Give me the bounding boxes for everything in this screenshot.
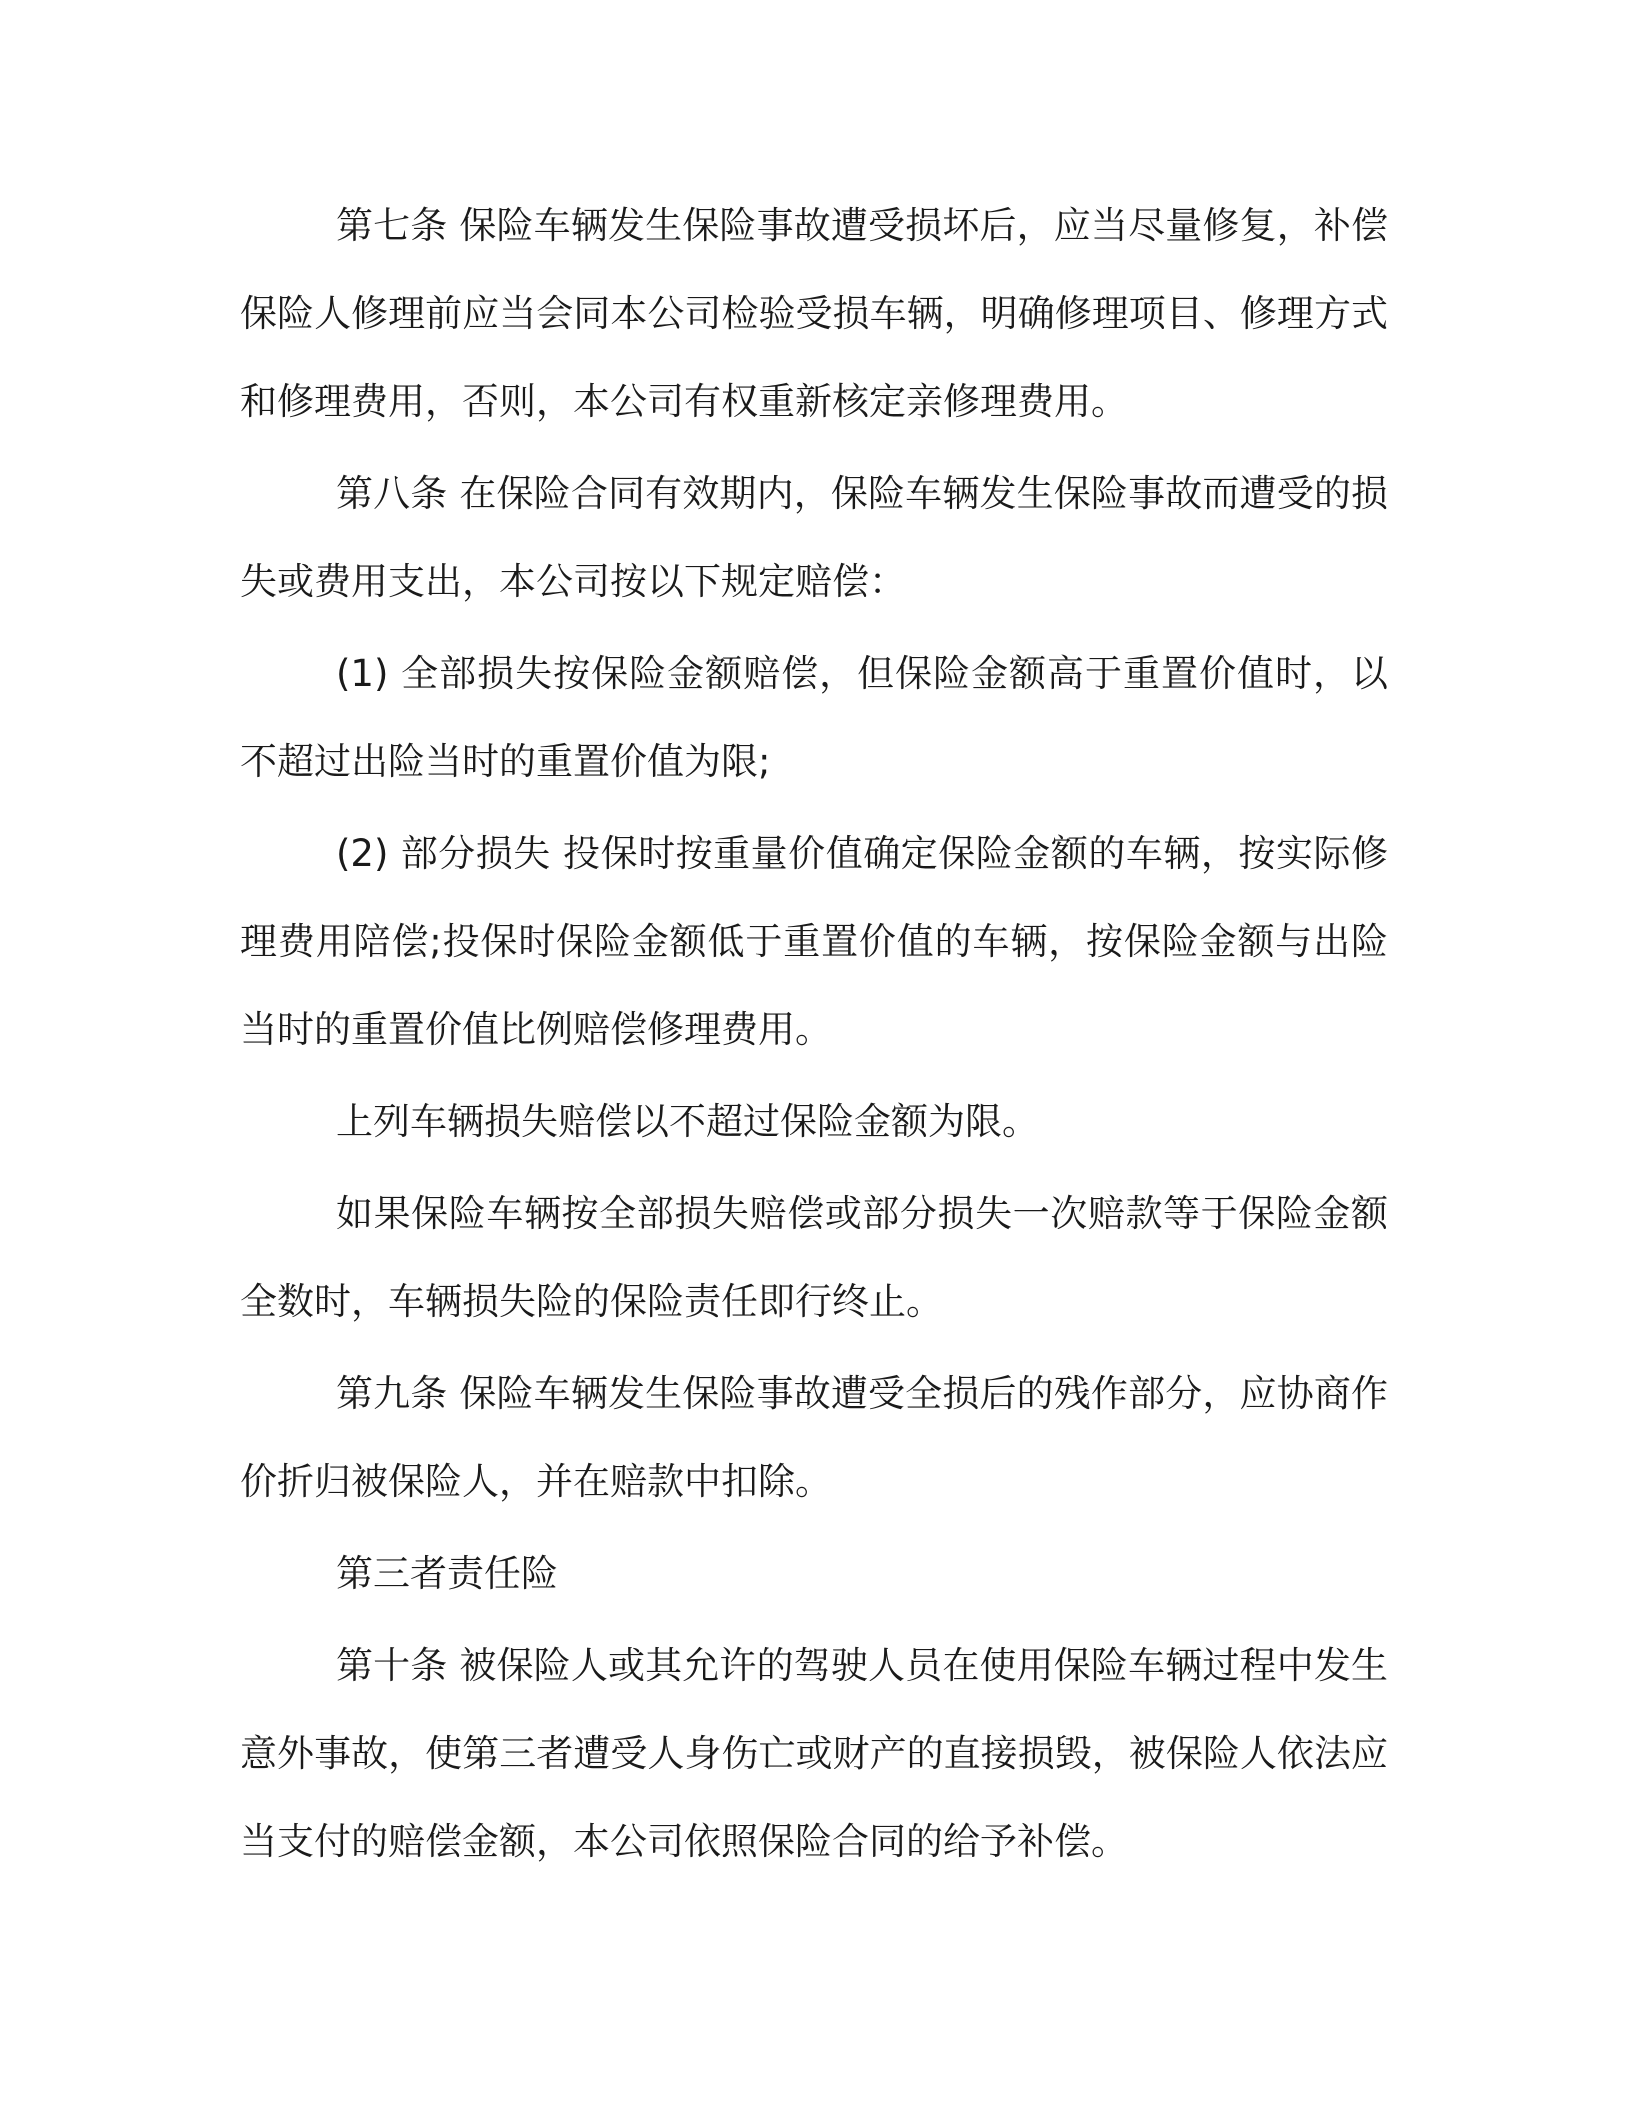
paragraph-item-1: (1) 全部损失按保险金额赔偿，但保险金额高于重置价值时，以不超过出险当时的重置价值为限; <box>240 652 1388 783</box>
paragraph-article-10: 第十条 被保险人或其允许的驾驶人员在使用保险车辆过程中发生意外事故，使第三者遭受人身伤亡或财产的直接损毁，被保险人依法应当支付的赔偿金额，本公司依照保险合同的给予补偿。 <box>240 1644 1388 1863</box>
paragraph-article-9: 第九条 保险车辆发生保险事故遭受全损后的残作部分，应协商作价折归被保险人，并在赔款中扣除。 <box>240 1372 1388 1503</box>
paragraph-item-2: (2) 部分损失 投保时按重量价值确定保险金额的车辆，按实际修理费用陪偿;投保时保险金额低于重置价值的车辆，按保险金额与出险当时的重置价值比例赔偿修理费用。 <box>240 832 1388 1051</box>
paragraph-limit: 上列车辆损失赔偿以不超过保险金额为限。 <box>336 1100 1039 1143</box>
section-heading-third-party: 第三者责任险 <box>336 1552 558 1595</box>
paragraph-article-7: 第七条 保险车辆发生保险事故遭受损坏后，应当尽量修复，补偿保险人修理前应当会同本公司检验受损车辆，明确修理项目、修理方式和修理费用，否则，本公司有权重新核定亲修理费用。 <box>240 204 1388 423</box>
paragraph-termination: 如果保险车辆按全部损失赔偿或部分损失一次赔款等于保险金额全数时，车辆损失险的保险责任即行终止。 <box>240 1192 1388 1323</box>
paragraph-article-8: 第八条 在保险合同有效期内，保险车辆发生保险事故而遭受的损失或费用支出，本公司按以下规定赔偿： <box>240 472 1388 603</box>
document-body <box>240 182 1388 1890</box>
